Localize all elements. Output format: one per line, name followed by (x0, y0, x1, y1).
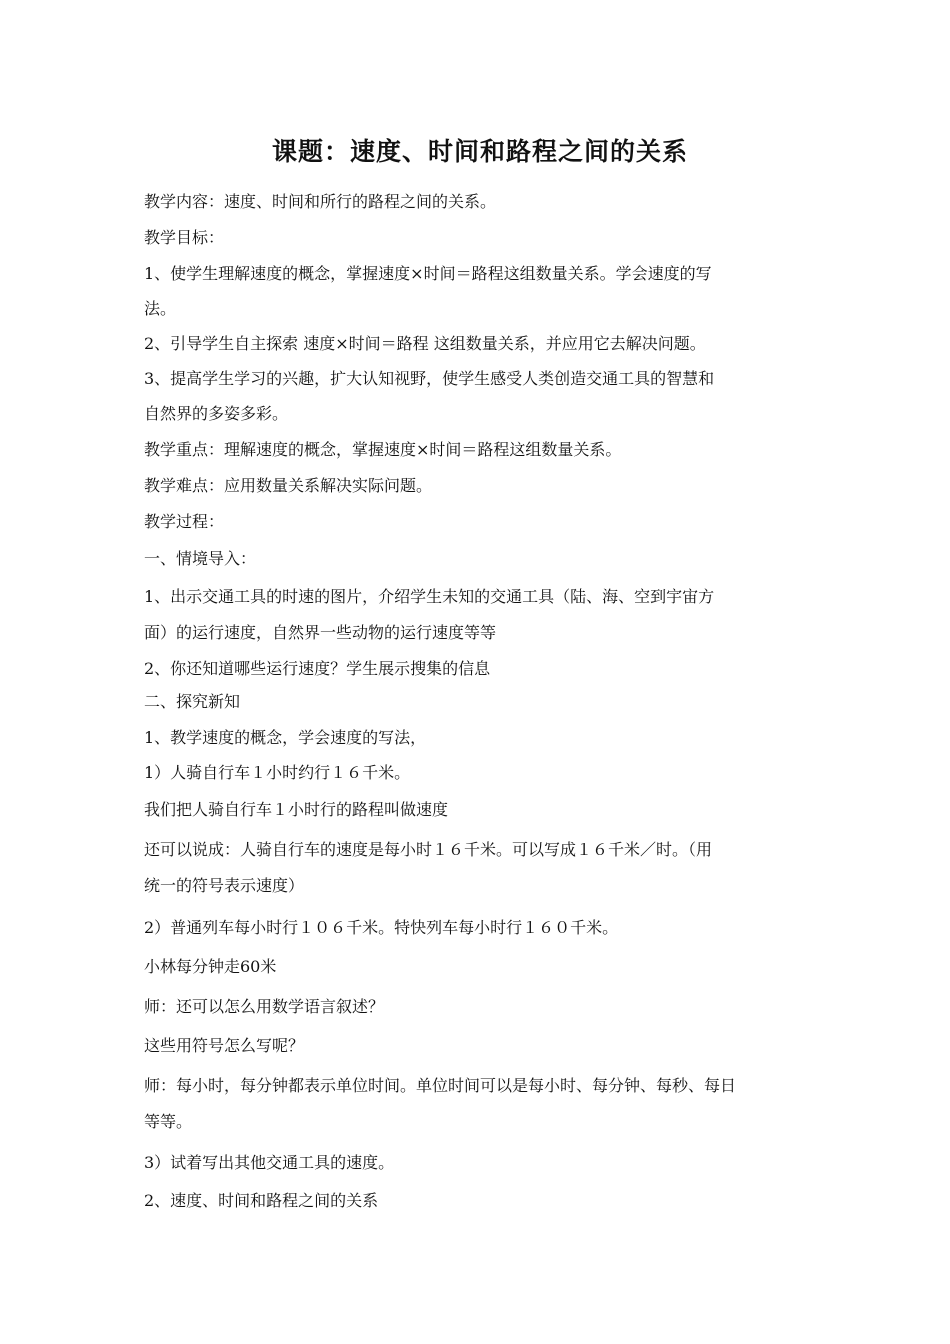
text-line: 法。 (144, 299, 177, 318)
text-line: 师：还可以怎么用数学语言叙述？ (144, 997, 385, 1016)
text-line: 还可以说成：人骑自行车的速度是每小时１６千米。可以写成１６千米／时。（用 (144, 840, 713, 859)
text-line: 二、探究新知 (144, 692, 241, 711)
text-line: 小林每分钟走60米 (144, 957, 277, 976)
page-title: 课题：速度、时间和路程之间的关系 (272, 137, 689, 166)
text-line: 教学过程： (144, 512, 225, 531)
text-line: 2、你还知道哪些运行速度？学生展示搜集的信息 (144, 659, 491, 678)
text-line: 教学内容：速度、时间和所行的路程之间的关系。 (144, 192, 497, 211)
text-line: 1）人骑自行车１小时约行１６千米。 (144, 763, 411, 782)
text-line: 1、出示交通工具的时速的图片，介绍学生未知的交通工具（陆、海、空到宇宙方 (144, 587, 715, 606)
text-line: 我们把人骑自行车１小时行的路程叫做速度 (144, 800, 449, 819)
text-line: 自然界的多姿多彩。 (144, 404, 289, 423)
text-line: 3）试着写出其他交通工具的速度。 (144, 1153, 395, 1172)
text-line: 教学目标： (144, 228, 225, 247)
text-line: 统一的符号表示速度） (144, 876, 305, 895)
text-line: 教学难点：应用数量关系解决实际问题。 (144, 476, 433, 495)
text-line: 面）的运行速度，自然界一些动物的运行速度等等 (144, 623, 497, 642)
text-line: 1、使学生理解速度的概念，掌握速度×时间＝路程这组数量关系。学会速度的写 (144, 264, 712, 283)
text-line: 这些用符号怎么写呢？ (144, 1036, 305, 1055)
text-line: 2）普通列车每小时行１０６千米。特快列车每小时行１６０千米。 (144, 918, 619, 937)
text-line: 1、教学速度的概念，学会速度的写法， (144, 728, 427, 747)
text-line: 3、提高学生学习的兴趣，扩大认知视野，使学生感受人类创造交通工具的智慧和 (144, 369, 715, 388)
text-line: 等等。 (144, 1112, 193, 1131)
text-line: 2、速度、时间和路程之间的关系 (144, 1191, 379, 1210)
text-line: 教学重点：理解速度的概念，掌握速度×时间＝路程这组数量关系。 (144, 440, 622, 459)
text-line: 2、引导学生自主探索 速度×时间＝路程 这组数量关系，并应用它去解决问题。 (144, 334, 706, 353)
text-line: 一、情境导入： (144, 549, 257, 568)
text-line: 师：每小时，每分钟都表示单位时间。单位时间可以是每小时、每分钟、每秒、每日 (144, 1076, 737, 1095)
